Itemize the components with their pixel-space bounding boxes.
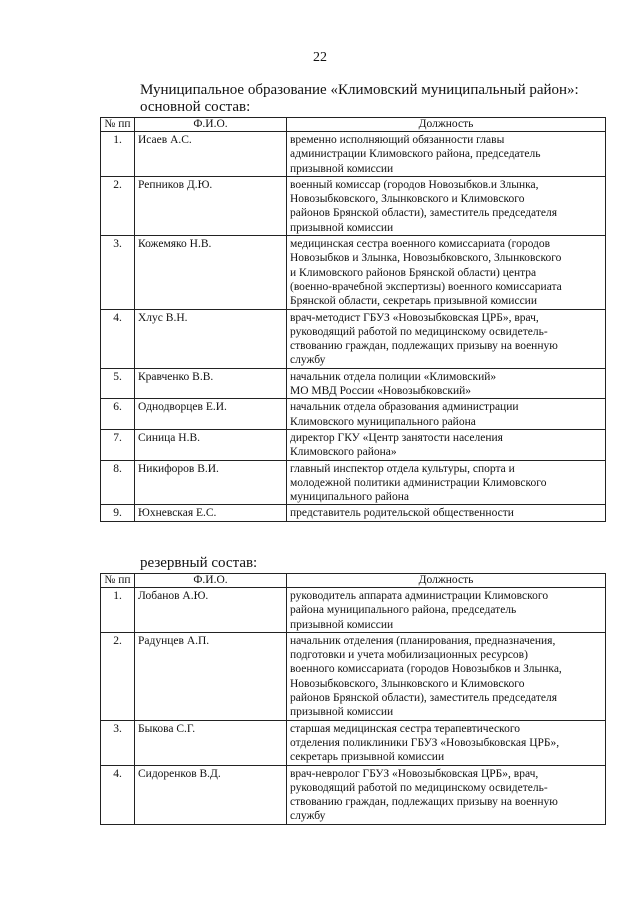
member-name: Кожемяко Н.В. xyxy=(135,236,287,309)
position-line: призывной комиссии xyxy=(290,618,394,631)
position-line: начальник отдела образования администрации xyxy=(290,401,519,414)
member-position xyxy=(287,132,606,177)
position-line: военного комиссариата (городов Новозыбков и Злынка, xyxy=(290,663,562,676)
position-line: отделения поликлиники ГБУЗ «Новозыбковская ЦРБ», xyxy=(290,736,560,749)
table-header-row xyxy=(101,118,606,132)
member-name: Исаев А.С. xyxy=(135,132,287,177)
position-line: МО МВД России «Новозыбковский» xyxy=(290,385,472,398)
row-number: 9. xyxy=(101,505,135,521)
row-number: 8. xyxy=(101,460,135,505)
position-line: службу xyxy=(290,810,326,823)
member-position xyxy=(287,399,606,430)
member-name: Репников Д.Ю. xyxy=(135,176,287,235)
position-line: представитель родительской общественности xyxy=(290,507,514,520)
row-number: 2. xyxy=(101,632,135,720)
position-line: Новозыбковского, Злынковского и Климовского xyxy=(290,677,525,690)
position-line: руководящий работой по медицинскому освидетель- xyxy=(290,781,548,794)
position-line: Брянской области, секретарь призывной комиссии xyxy=(290,295,537,308)
member-name: Однодворцев Е.И. xyxy=(135,399,287,430)
row-number: 1. xyxy=(101,588,135,633)
reserve-composition-table xyxy=(100,573,606,825)
position-line: подготовки и учета мобилизационных ресурсов) xyxy=(290,649,528,662)
table-row xyxy=(101,309,606,368)
position-line: призывной комиссии xyxy=(290,221,394,234)
member-position xyxy=(287,236,606,309)
table-row xyxy=(101,460,606,505)
table-row xyxy=(101,368,606,399)
section-heading-line-1: Муниципальное образование «Климовский муниципальный район»: xyxy=(140,82,579,98)
position-line: директор ГКУ «Центр занятости населения xyxy=(290,431,503,444)
table-row xyxy=(101,132,606,177)
position-line: временно исполняющий обязанности главы xyxy=(290,134,505,146)
member-position xyxy=(287,309,606,368)
position-line: врач-невролог ГБУЗ «Новозыбковская ЦРБ», врач, xyxy=(290,767,539,780)
row-number: 3. xyxy=(101,720,135,765)
position-line: медицинская сестра военного комиссариата (городов xyxy=(290,238,551,251)
table-row xyxy=(101,720,606,765)
table-row xyxy=(101,765,606,824)
position-line: секретарь призывной комиссии xyxy=(290,751,445,764)
member-position xyxy=(287,632,606,720)
member-name: Кравченко В.В. xyxy=(135,368,287,399)
header-position: Должность xyxy=(287,118,606,132)
position-line: и Климовского районов Брянской области) центра xyxy=(290,266,537,279)
row-number: 7. xyxy=(101,429,135,460)
member-name: Быкова С.Г. xyxy=(135,720,287,765)
section-heading xyxy=(140,82,579,116)
header-num: № пп xyxy=(101,118,135,132)
position-line: администрации Климовского района, председатель xyxy=(290,148,541,161)
member-name: Лобанов А.Ю. xyxy=(135,588,287,633)
row-number: 4. xyxy=(101,309,135,368)
table-row xyxy=(101,176,606,235)
member-name: Хлус В.Н. xyxy=(135,309,287,368)
row-number: 1. xyxy=(101,132,135,177)
table-row xyxy=(101,399,606,430)
position-line: (военно-врачебной экспертизы) военного комиссариата xyxy=(290,280,562,293)
header-name: Ф.И.О. xyxy=(135,574,287,588)
position-line: руководитель аппарата администрации Климовского xyxy=(290,590,549,602)
position-line: старшая медицинская сестра терапевтического xyxy=(290,722,520,735)
member-position xyxy=(287,720,606,765)
row-number: 2. xyxy=(101,176,135,235)
position-line: Новозыбков и Злынка, Новозыбковского, Злынковского xyxy=(290,252,562,265)
position-line: службу xyxy=(290,354,326,367)
position-line: районов Брянской области), заместитель председателя xyxy=(290,692,557,705)
position-line: районов Брянской области), заместитель председателя xyxy=(290,207,557,220)
position-line: района муниципального района, председатель xyxy=(290,604,517,617)
member-position xyxy=(287,765,606,824)
position-line: начальник отделения (планирования, предназначения, xyxy=(290,634,556,647)
position-line: руководящий работой по медицинскому освидетель- xyxy=(290,325,548,338)
reserve-heading: резервный состав: xyxy=(140,555,258,571)
member-name: Синица Н.В. xyxy=(135,429,287,460)
table-row xyxy=(101,588,606,633)
table-row xyxy=(101,632,606,720)
table-header-row xyxy=(101,574,606,588)
table-row xyxy=(101,236,606,309)
position-line: военный комиссар (городов Новозыбков.и Злынка, xyxy=(290,178,539,191)
position-line: Климовского муниципального района xyxy=(290,415,476,428)
position-line: призывной комиссии xyxy=(290,162,394,175)
member-name: Никифоров В.И. xyxy=(135,460,287,505)
position-line: молодежной политики администрации Климовского xyxy=(290,476,547,489)
member-name: Юхневская Е.С. xyxy=(135,505,287,521)
member-position xyxy=(287,505,606,521)
position-line: муниципального района xyxy=(290,491,409,504)
page-number: 22 xyxy=(313,50,327,65)
main-composition-table xyxy=(100,117,606,522)
row-number: 3. xyxy=(101,236,135,309)
table-row xyxy=(101,505,606,521)
member-position xyxy=(287,176,606,235)
position-line: главный инспектор отдела культуры, спорта и xyxy=(290,462,515,475)
position-line: начальник отдела полиции «Климовский» xyxy=(290,370,497,383)
position-line: Новозыбковского, Злынковского и Климовского xyxy=(290,193,525,206)
position-line: врач-методист ГБУЗ «Новозыбковская ЦРБ», врач, xyxy=(290,311,539,324)
member-position xyxy=(287,460,606,505)
table-row xyxy=(101,429,606,460)
member-position xyxy=(287,588,606,633)
member-name: Радунцев А.П. xyxy=(135,632,287,720)
position-line: ствованию граждан, подлежащих призыву на военную xyxy=(290,796,558,809)
row-number: 5. xyxy=(101,368,135,399)
position-line: Климовского района» xyxy=(290,446,397,459)
header-position: Должность xyxy=(287,574,606,588)
section-heading-line-2: основной состав: xyxy=(140,99,251,115)
position-line: призывной комиссии xyxy=(290,706,394,719)
member-position xyxy=(287,429,606,460)
header-num: № пп xyxy=(101,574,135,588)
row-number: 4. xyxy=(101,765,135,824)
position-line: ствованию граждан, подлежащих призыву на военную xyxy=(290,340,558,353)
row-number: 6. xyxy=(101,399,135,430)
member-position xyxy=(287,368,606,399)
header-name: Ф.И.О. xyxy=(135,118,287,132)
member-name: Сидоренков В.Д. xyxy=(135,765,287,824)
